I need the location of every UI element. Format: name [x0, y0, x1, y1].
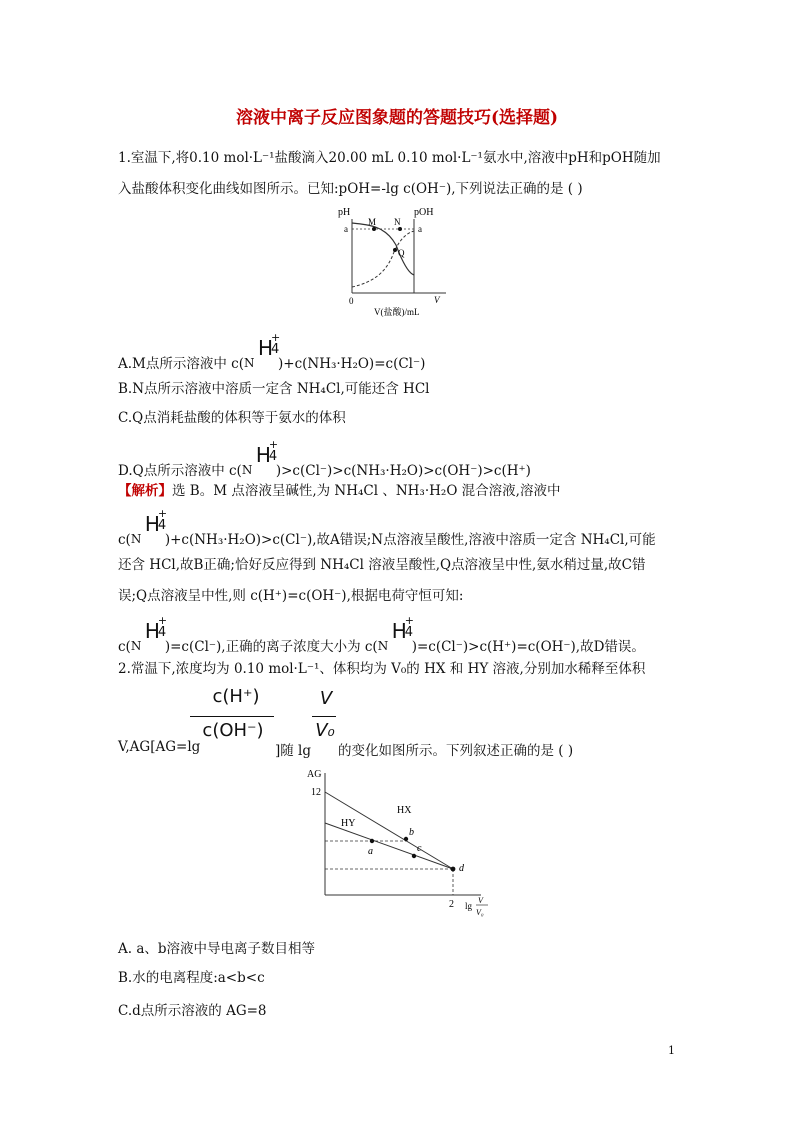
- v-fraction-bar: [312, 716, 336, 717]
- nh4-ion: N H + 4: [377, 614, 414, 653]
- q2-option-b: B.水的电离程度:a<b<c: [118, 970, 265, 986]
- nh4-ion: N H + 4: [130, 507, 168, 546]
- q1-label-n: N: [394, 217, 401, 227]
- q2-label-c: c: [417, 843, 422, 854]
- q2-option-a: A. a、b溶液中导电离子数目相等: [118, 941, 316, 957]
- q2-xlabel-v: V: [478, 896, 483, 905]
- q2-ag-graph: [305, 765, 495, 920]
- q2-option-c: C.d点所示溶液的 AG=8: [118, 1003, 267, 1019]
- nh4-ion: N H + 4: [243, 331, 281, 370]
- analysis-line5: c( N H + 4 )=c(Cl⁻),正确的离子浓度大小为 c( N H + 4 )=c(Cl⁻)>c(H⁺)=c(OH⁻),故D错误。: [118, 614, 645, 655]
- q1-titration-graph: [326, 205, 456, 320]
- analysis-line2: c( N H + 4 )+c(NH₃·H₂O)>c(Cl⁻),故A错误;N点溶液呈酸性,溶液中溶质一定含 NH₄Cl,可能: [118, 507, 656, 548]
- q2-point-b: [404, 837, 408, 841]
- nh4-ion: N H + 4: [130, 614, 168, 653]
- q1-xlabel: V(盐酸)/mL: [374, 307, 420, 317]
- q1-point-m: [372, 227, 376, 231]
- q1-option-a: A.M点所示溶液中 c( N H + 4 )+c(NH₃·H₂O)=c(Cl⁻): [118, 331, 426, 372]
- q1-a-right: a: [418, 224, 422, 234]
- q2-stem-line1: 2.常温下,浓度均为 0.10 mol·L⁻¹、体积均为 V₀的 HX 和 HY 溶液,分别加水稀释至体积: [118, 661, 646, 677]
- v-numerator: V: [319, 688, 333, 709]
- q1-stem-line1: 1.室温下,将0.10 mol·L⁻¹盐酸滴入20.00 mL 0.10 mol·L⁻¹氨水中,溶液中pH和pOH随加: [118, 150, 661, 166]
- q2-x2: 2: [449, 899, 454, 910]
- analysis-line3: 还含 HCl,故B正确;恰好反应得到 NH₄Cl 溶液呈酸性,Q点溶液呈中性,氨水稍过量,故C错: [118, 557, 646, 573]
- q2-stem-line2a: V,AG[AG=lg: [118, 739, 201, 755]
- q1-x-end: V: [434, 295, 440, 305]
- q2-label-b: b: [409, 827, 414, 838]
- q2-xlabel-lg: lg: [465, 901, 473, 911]
- q2-stem-line2b: ]随 lg: [275, 743, 312, 759]
- q1-label-m: M: [368, 217, 377, 227]
- q2-ylabel: AG: [307, 769, 322, 780]
- q1-option-c: C.Q点消耗盐酸的体积等于氨水的体积: [118, 410, 346, 426]
- q1-ylabel-poh: pOH: [414, 207, 434, 218]
- q2-label-hx: HX: [397, 805, 412, 816]
- page-number: 1: [668, 1044, 675, 1057]
- ag-denominator: c(OH⁻): [202, 720, 264, 741]
- q2-label-d: d: [459, 863, 464, 874]
- q2-stem-line2c: 的变化如图所示。下列叙述正确的是 ( ): [338, 743, 574, 759]
- q1-a-left: a: [344, 224, 348, 234]
- q2-point-a: [370, 839, 374, 843]
- analysis-tag: 【解析】: [118, 483, 172, 499]
- q2-point-d: [451, 867, 456, 872]
- q1-ylabel-ph: pH: [338, 207, 351, 218]
- nh4-ion: N H + 4: [241, 438, 279, 477]
- q2-hy-line: [325, 823, 453, 869]
- q1-label-q: Q: [398, 248, 405, 258]
- ag-fraction-bar: [190, 716, 274, 717]
- q2-y12: 12: [311, 787, 321, 798]
- q1-stem-line2: 入盐酸体积变化曲线如图所示。已知:pOH=-lg c(OH⁻),下列说法正确的是 ( ): [118, 181, 583, 197]
- q2-hx-line: [325, 792, 453, 869]
- q2-xlabel-v0: V₀: [476, 908, 484, 917]
- q2-point-c: [412, 854, 416, 858]
- q1-point-n: [398, 227, 402, 231]
- q1-point-q: [393, 248, 397, 252]
- q1-origin: 0: [349, 296, 354, 306]
- ag-numerator: c(H⁺): [212, 686, 260, 707]
- q1-option-d: D.Q点所示溶液中 c( N H + 4 )>c(Cl⁻)>c(NH₃·H₂O)>c(OH⁻)>c(H⁺): [118, 438, 531, 479]
- q2-label-a: a: [368, 846, 373, 857]
- v-denominator: V₀: [315, 720, 335, 741]
- analysis-line1: 【解析】选 B。M 点溶液呈碱性,为 NH₄Cl 、NH₃·H₂O 混合溶液,溶液中: [118, 483, 561, 499]
- q2-label-hy: HY: [341, 818, 356, 829]
- page-title: 溶液中离子反应图象题的答题技巧(选择题): [235, 108, 559, 128]
- q1-ph-curve: [352, 223, 414, 275]
- analysis-line4: 误;Q点溶液呈中性,则 c(H⁺)=c(OH⁻),根据电荷守恒可知:: [118, 588, 464, 604]
- q1-option-b: B.N点所示溶液中溶质一定含 NH₄Cl,可能还含 HCl: [118, 381, 430, 397]
- q1-poh-curve: [352, 231, 414, 287]
